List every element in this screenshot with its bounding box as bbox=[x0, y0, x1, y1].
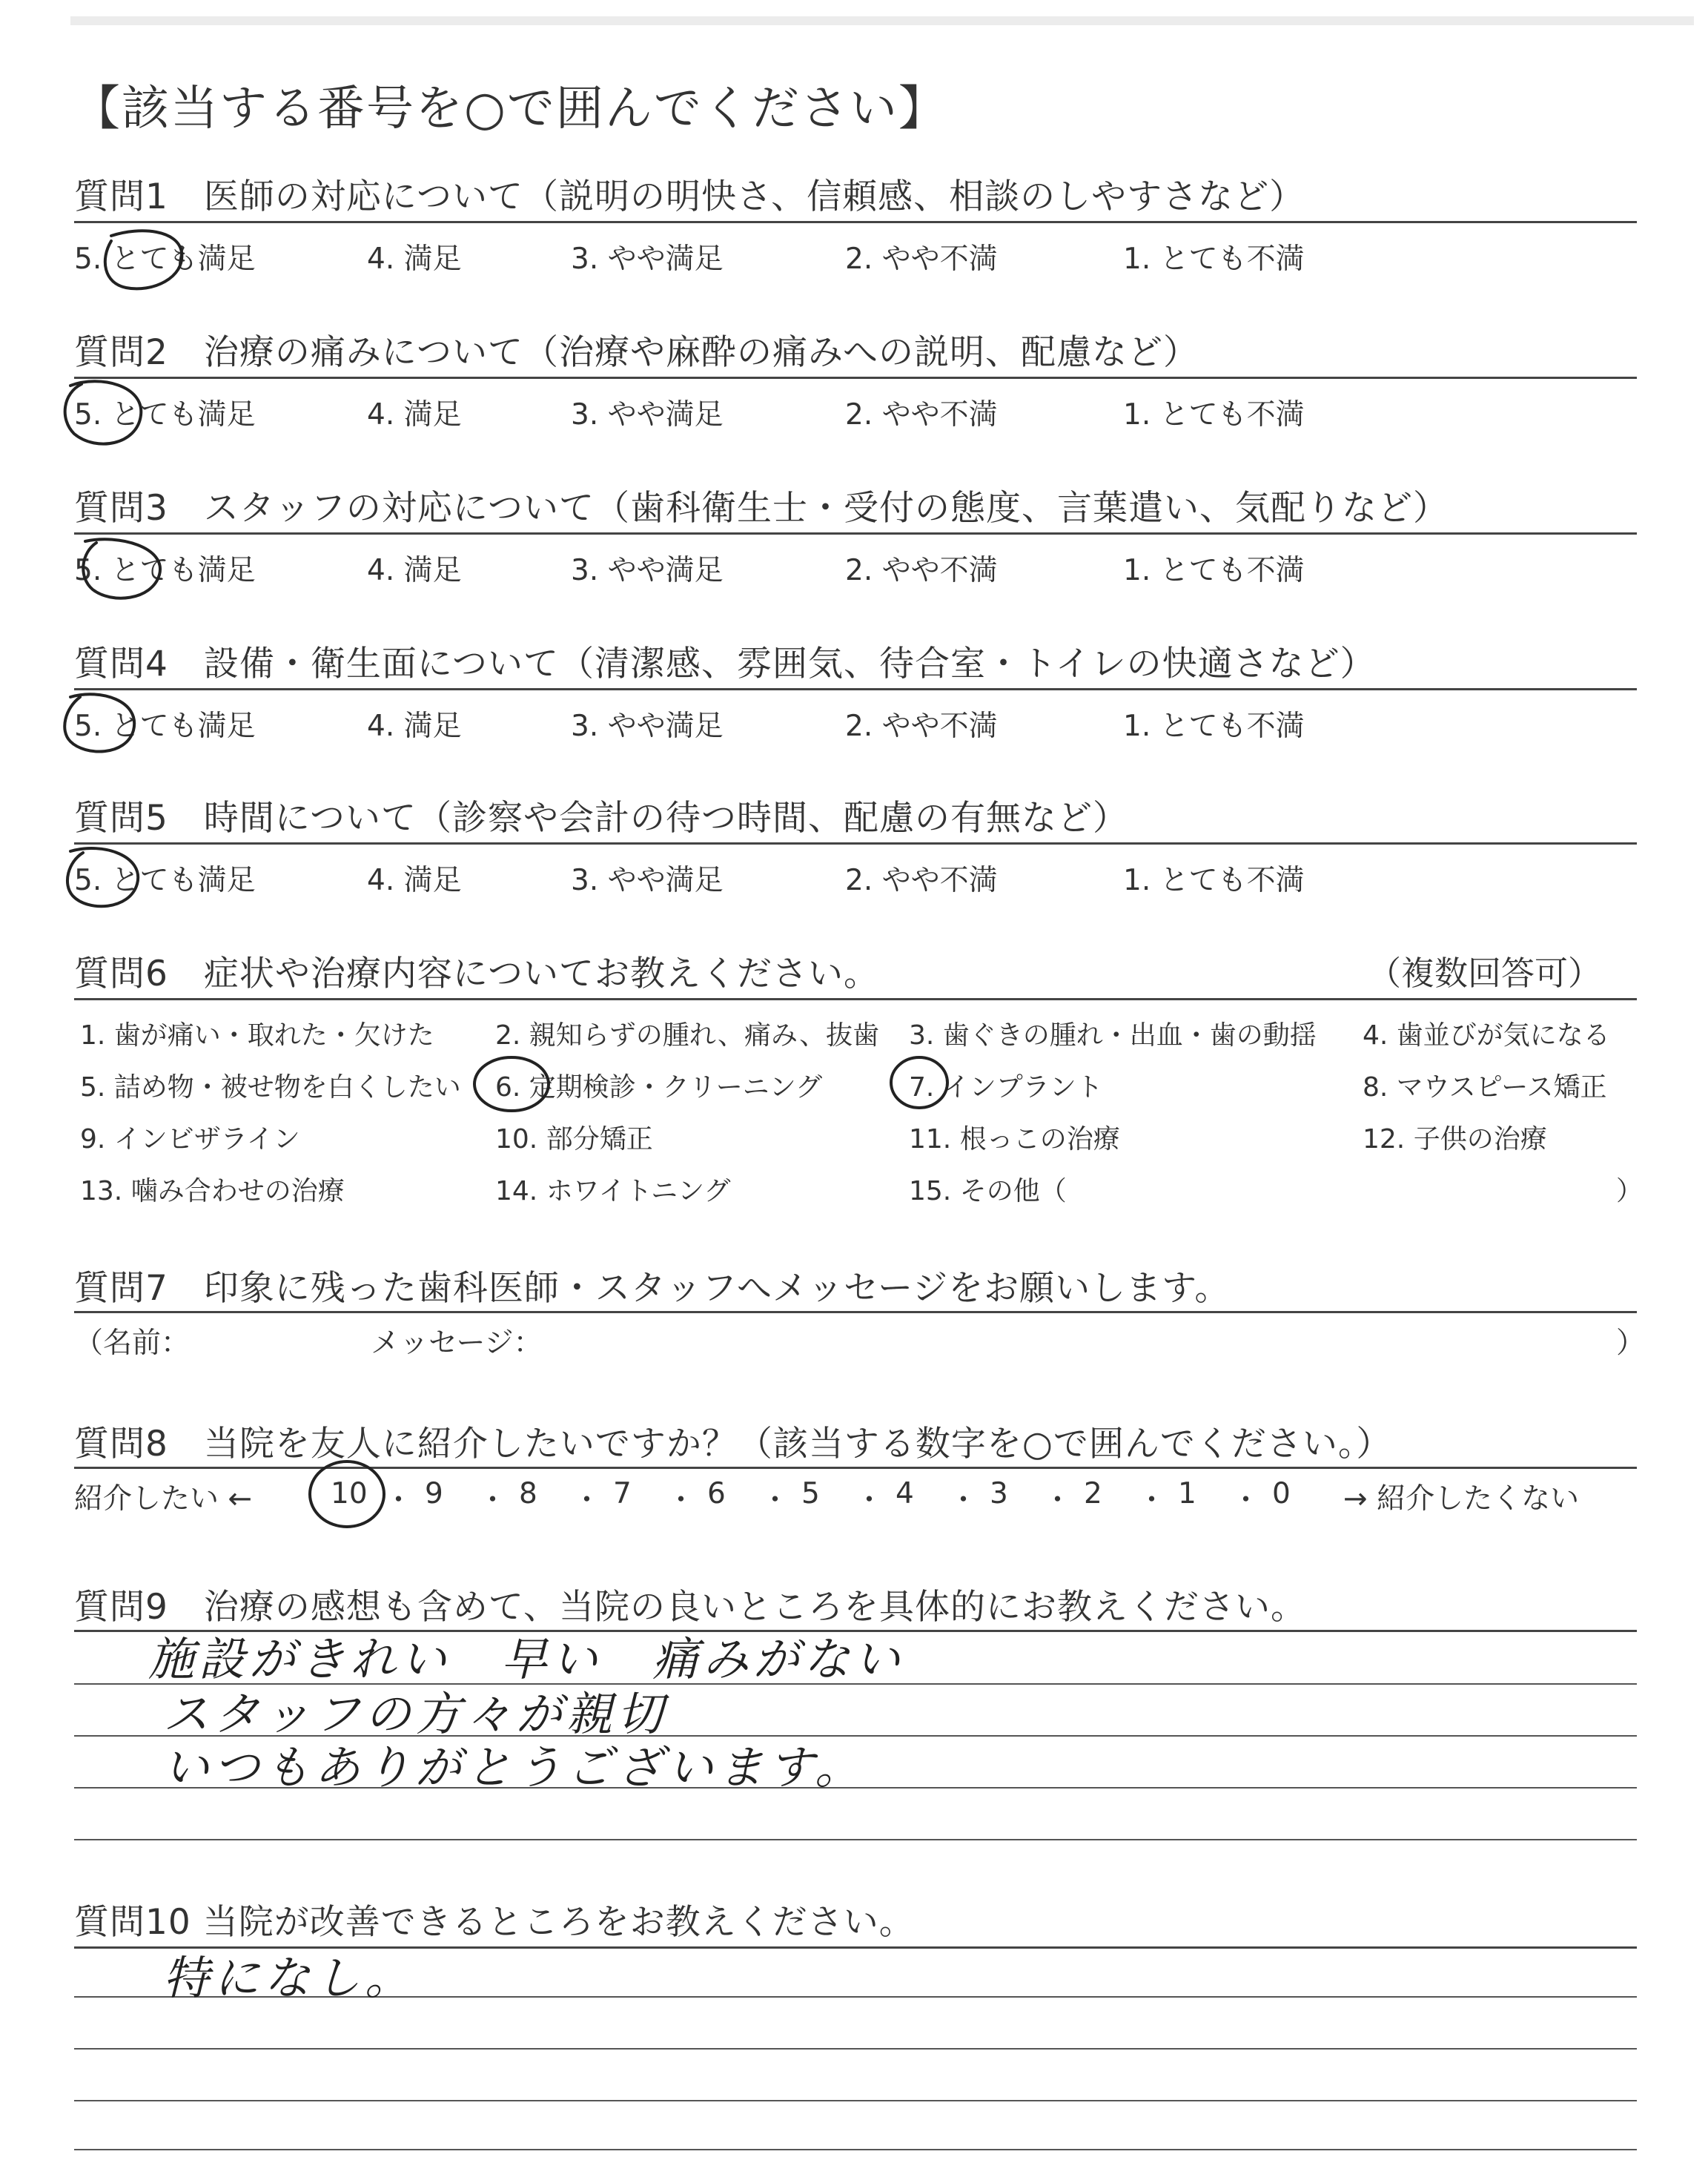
q6-choice-2[interactable]: 2. 親知らずの腫れ、痛み、抜歯 bbox=[495, 1020, 880, 1051]
q3-option-4[interactable]: 4. 満足 bbox=[367, 554, 462, 587]
q8-separator: ・ bbox=[1231, 1484, 1261, 1517]
question-5-rule bbox=[74, 842, 1637, 845]
q8-separator: ・ bbox=[761, 1484, 790, 1517]
question-10-title: 質問10 当院が改善できるところをお教えください。 bbox=[74, 1902, 915, 1943]
q6-choice-1[interactable]: 1. 歯が痛い・取れた・欠けた bbox=[80, 1020, 434, 1051]
q8-choice-7[interactable]: 7 bbox=[613, 1477, 632, 1510]
q10-answer-line-1: 特になし。 bbox=[163, 1951, 416, 2005]
question-6-multiple-note: （複数回答可） bbox=[1368, 954, 1602, 993]
q10-writing-line bbox=[74, 2149, 1637, 2150]
q8-separator: ・ bbox=[666, 1484, 696, 1517]
q1-option-1[interactable]: 1. とても不満 bbox=[1123, 242, 1305, 276]
question-5-title: 質問5 時間について（診察や会計の待つ時間、配慮の有無など） bbox=[74, 798, 1128, 839]
q6-choice-7[interactable]: 7. インプラント bbox=[909, 1072, 1103, 1103]
q9-answer-line-3: いつもありがとうございます。 bbox=[163, 1740, 866, 1794]
q4-option-1[interactable]: 1. とても不満 bbox=[1123, 710, 1305, 743]
q6-choice-4[interactable]: 4. 歯並びが気になる bbox=[1363, 1020, 1610, 1051]
q7-name-label: （名前： bbox=[74, 1327, 191, 1360]
q7-message-label: メッセージ： bbox=[371, 1327, 543, 1360]
q8-choice-8[interactable]: 8 bbox=[519, 1477, 537, 1510]
q8-separator: ・ bbox=[855, 1484, 884, 1517]
question-9-title: 質問9 治療の感想も含めて、当院の良いところを具体的にお教えください。 bbox=[74, 1587, 1306, 1628]
question-4-rule bbox=[74, 688, 1637, 690]
question-1-rule bbox=[74, 221, 1637, 223]
q5-option-1[interactable]: 1. とても不満 bbox=[1123, 864, 1305, 897]
q8-separator: ・ bbox=[1043, 1484, 1073, 1517]
q9-answer-line-1: 施設がきれい 早い 痛みがない bbox=[148, 1632, 905, 1686]
q5-option-3[interactable]: 3. やや満足 bbox=[571, 864, 724, 897]
q8-right-label: → 紹介したくない bbox=[1343, 1482, 1580, 1516]
question-8-rule bbox=[74, 1467, 1637, 1469]
q1-option-5[interactable]: 5. とても満足 bbox=[74, 242, 256, 276]
q6-choice-12[interactable]: 12. 子供の治療 bbox=[1363, 1124, 1547, 1155]
question-3-rule bbox=[74, 532, 1637, 535]
q1-option-4[interactable]: 4. 満足 bbox=[367, 242, 462, 276]
q8-choice-2[interactable]: 2 bbox=[1084, 1477, 1102, 1510]
q10-writing-line bbox=[74, 2100, 1637, 2101]
q4-option-2[interactable]: 2. やや不満 bbox=[845, 710, 998, 743]
q5-option-5[interactable]: 5. とても満足 bbox=[74, 864, 256, 897]
q9-writing-line bbox=[74, 1839, 1637, 1840]
q4-option-4[interactable]: 4. 満足 bbox=[367, 710, 462, 743]
q2-option-1[interactable]: 1. とても不満 bbox=[1123, 398, 1305, 432]
question-6-title: 質問6 症状や治療内容についてお教えください。 bbox=[74, 954, 879, 994]
q2-option-3[interactable]: 3. やや満足 bbox=[571, 398, 724, 432]
q8-choice-1[interactable]: 1 bbox=[1178, 1477, 1196, 1510]
question-7-rule bbox=[74, 1311, 1637, 1313]
q2-option-2[interactable]: 2. やや不満 bbox=[845, 398, 998, 432]
q1-option-2[interactable]: 2. やや不満 bbox=[845, 242, 998, 276]
q6-choice-10[interactable]: 10. 部分矯正 bbox=[495, 1124, 653, 1155]
q6-choice-3[interactable]: 3. 歯ぐきの腫れ・出血・歯の動揺 bbox=[909, 1020, 1317, 1051]
q1-option-3[interactable]: 3. やや満足 bbox=[571, 242, 724, 276]
page-heading: 【該当する番号を○で囲んでください】 bbox=[73, 82, 947, 136]
q4-option-3[interactable]: 3. やや満足 bbox=[571, 710, 724, 743]
question-3-title: 質問3 スタッフの対応について（歯科衛生士・受付の態度、言葉遣い、気配りなど） bbox=[74, 488, 1449, 529]
q8-left-label: 紹介したい ← bbox=[74, 1482, 253, 1516]
question-2-rule bbox=[74, 377, 1637, 379]
q10-writing-line bbox=[74, 2048, 1637, 2050]
q8-choice-3[interactable]: 3 bbox=[990, 1477, 1008, 1510]
question-6-rule bbox=[74, 998, 1637, 1000]
q9-answer-line-2: スタッフの方々が親切 bbox=[163, 1687, 668, 1741]
question-2-title: 質問2 治療の痛みについて（治療や麻酔の痛みへの説明、配慮など） bbox=[74, 332, 1199, 373]
question-8-title: 質問8 当院を友人に紹介したいですか？（該当する数字を○で囲んでください。） bbox=[74, 1424, 1392, 1464]
q5-option-2[interactable]: 2. やや不満 bbox=[845, 864, 998, 897]
q8-choice-0[interactable]: 0 bbox=[1272, 1477, 1291, 1510]
q8-choice-5[interactable]: 5 bbox=[801, 1477, 820, 1510]
q8-choice-6[interactable]: 6 bbox=[707, 1477, 726, 1510]
q3-option-3[interactable]: 3. やや満足 bbox=[571, 554, 724, 587]
q2-option-4[interactable]: 4. 満足 bbox=[367, 398, 462, 432]
q8-separator: ・ bbox=[949, 1484, 979, 1517]
question-4-title: 質問4 設備・衛生面について（清潔感、雰囲気、待合室・トイレの快適さなど） bbox=[74, 644, 1376, 684]
q8-choice-4[interactable]: 4 bbox=[896, 1477, 914, 1510]
q6-choice-6[interactable]: 6. 定期検診・クリーニング bbox=[495, 1072, 823, 1103]
q7-close-paren: ） bbox=[1616, 1327, 1646, 1360]
question-7-title: 質問7 印象に残った歯科医師・スタッフへメッセージをお願いします。 bbox=[74, 1268, 1231, 1309]
q2-option-5[interactable]: 5. とても満足 bbox=[74, 398, 256, 432]
q5-option-4[interactable]: 4. 満足 bbox=[367, 864, 462, 897]
q6-choice-14[interactable]: 14. ホワイトニング bbox=[495, 1176, 731, 1206]
q6-choice-11[interactable]: 11. 根っこの治療 bbox=[909, 1124, 1120, 1155]
q8-separator: ・ bbox=[478, 1484, 508, 1517]
q6-choice-13[interactable]: 13. 噛み合わせの治療 bbox=[80, 1176, 345, 1206]
q8-separator: ・ bbox=[572, 1484, 602, 1517]
q8-separator: ・ bbox=[384, 1484, 414, 1517]
q8-choice-10[interactable]: 10 bbox=[331, 1477, 368, 1510]
question-1-title: 質問1 医師の対応について（説明の明快さ、信頼感、相談のしやすさなど） bbox=[74, 176, 1305, 217]
q3-option-1[interactable]: 1. とても不満 bbox=[1123, 554, 1305, 587]
q8-separator: ・ bbox=[1137, 1484, 1167, 1517]
q6-choice-15-close-paren: ） bbox=[1616, 1176, 1644, 1206]
q6-choice-15[interactable]: 15. その他（ bbox=[909, 1176, 1067, 1206]
q3-option-5[interactable]: 5. とても満足 bbox=[74, 554, 256, 587]
q4-option-5[interactable]: 5. とても満足 bbox=[74, 710, 256, 743]
q6-choice-9[interactable]: 9. インビザライン bbox=[80, 1124, 300, 1155]
q3-option-2[interactable]: 2. やや不満 bbox=[845, 554, 998, 587]
page-top-edge bbox=[70, 16, 1694, 25]
q8-choice-9[interactable]: 9 bbox=[425, 1477, 443, 1510]
q6-choice-8[interactable]: 8. マウスピース矯正 bbox=[1363, 1072, 1607, 1103]
q6-choice-5[interactable]: 5. 詰め物・被せ物を白くしたい bbox=[80, 1072, 461, 1103]
